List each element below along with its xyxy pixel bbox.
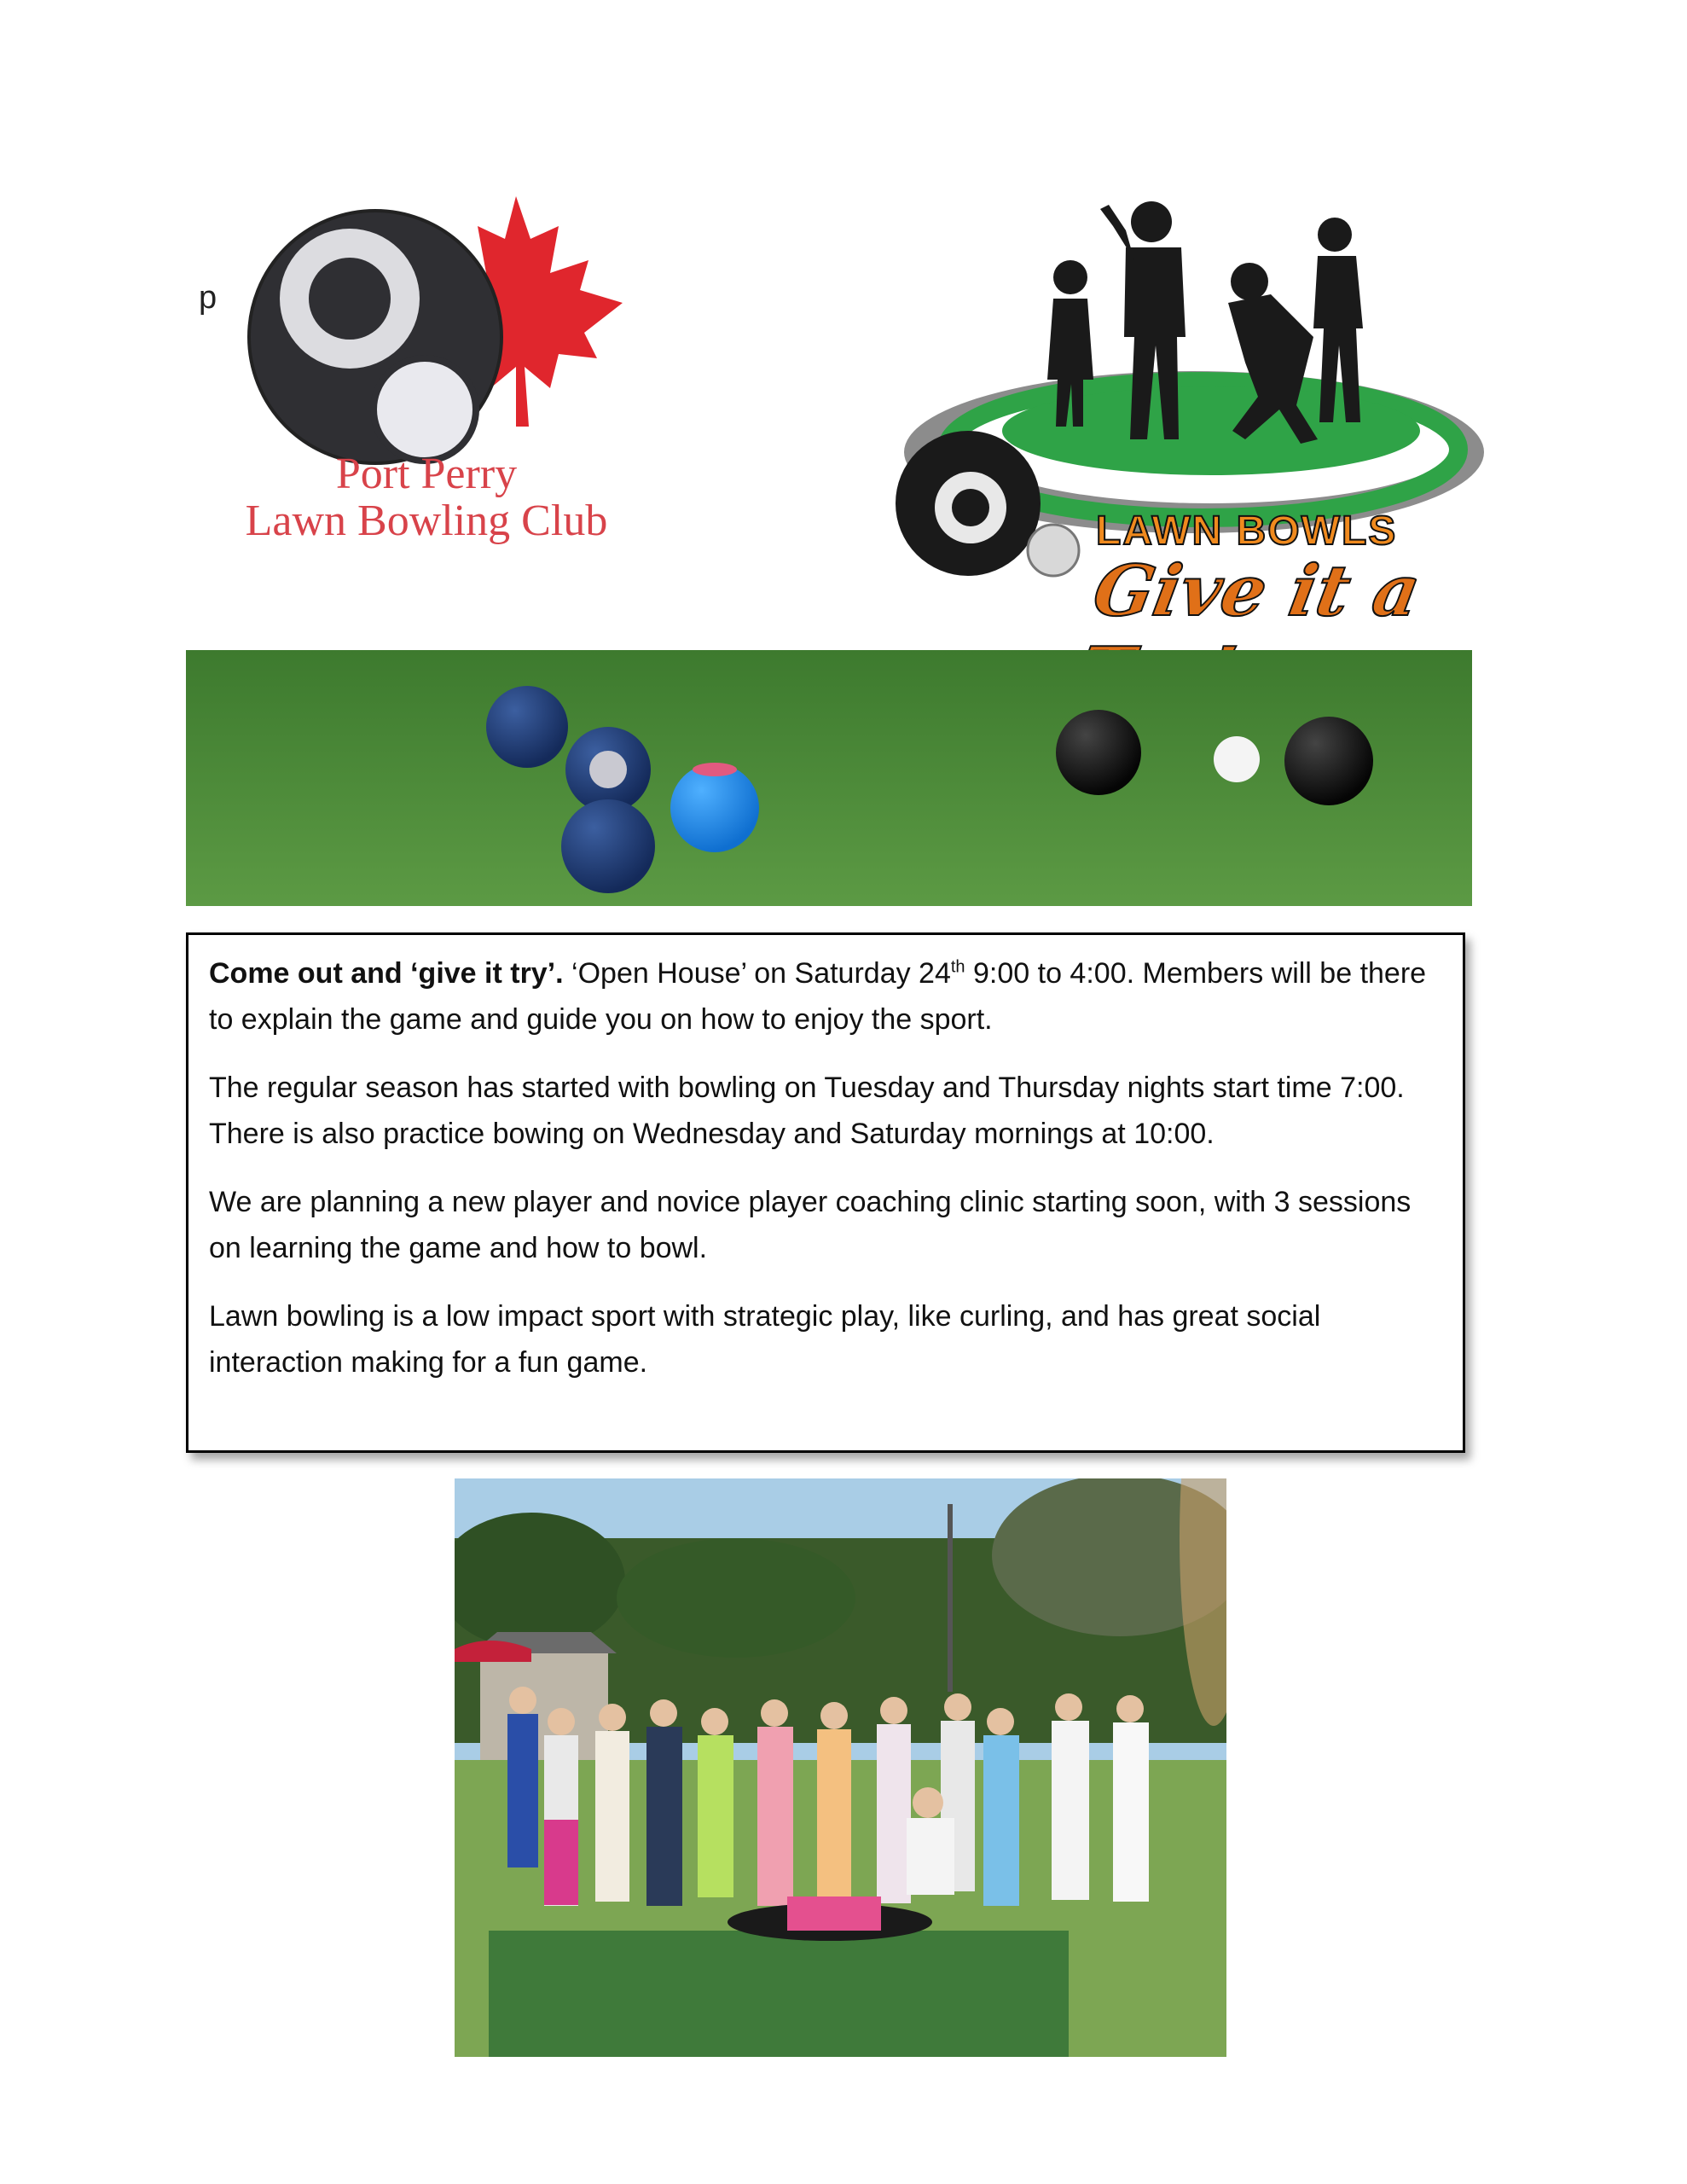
info-paragraph-1 <box>209 950 1442 1043</box>
info-open-house-details: 9:00 to 4:00. Members will be there to explain the game and guide you on how to enjoy the sport. <box>209 957 1427 1036</box>
group-photo <box>455 1478 1226 2057</box>
club-name-line2: Lawn Bowling Club <box>245 497 608 545</box>
club-logo <box>222 192 631 550</box>
stray-text: p <box>199 280 217 316</box>
club-logo-icon <box>222 192 631 473</box>
lawn-bowls-logo <box>870 192 1484 653</box>
jack-icon <box>374 358 476 461</box>
lawn-bowls-tagline: Give it a <box>1087 550 1427 632</box>
info-open-house-text: ‘Open House’ on Saturday 24 <box>563 957 951 990</box>
banner-photo <box>186 650 1472 906</box>
group-photo-icon <box>455 1478 1226 2057</box>
info-headline: Come out and ‘give it try’. <box>209 957 564 990</box>
jack-icon <box>1028 525 1079 576</box>
info-date-suffix: th <box>950 957 965 977</box>
club-name-line1: Port Perry <box>335 450 518 498</box>
lawn-bowls-photo-icon <box>186 650 1472 906</box>
lawn-bowls-title: LAWN BOWLS <box>1096 508 1398 554</box>
info-paragraph-2: The regular season has started with bowling on Tuesday and Thursday nights start time 7:00. There is also practice bowing on Wednesday and Saturday mornings at 10:00. <box>209 1072 1405 1150</box>
info-box <box>186 932 1465 1453</box>
info-paragraph-4: Lawn bowling is a low impact sport with strategic play, like curling, and has great social interaction making for a fun game. <box>209 1300 1321 1379</box>
info-paragraph-3: We are planning a new player and novice player coaching clinic starting soon, with 3 sessions on learning the game and how to bowl. <box>209 1186 1412 1264</box>
